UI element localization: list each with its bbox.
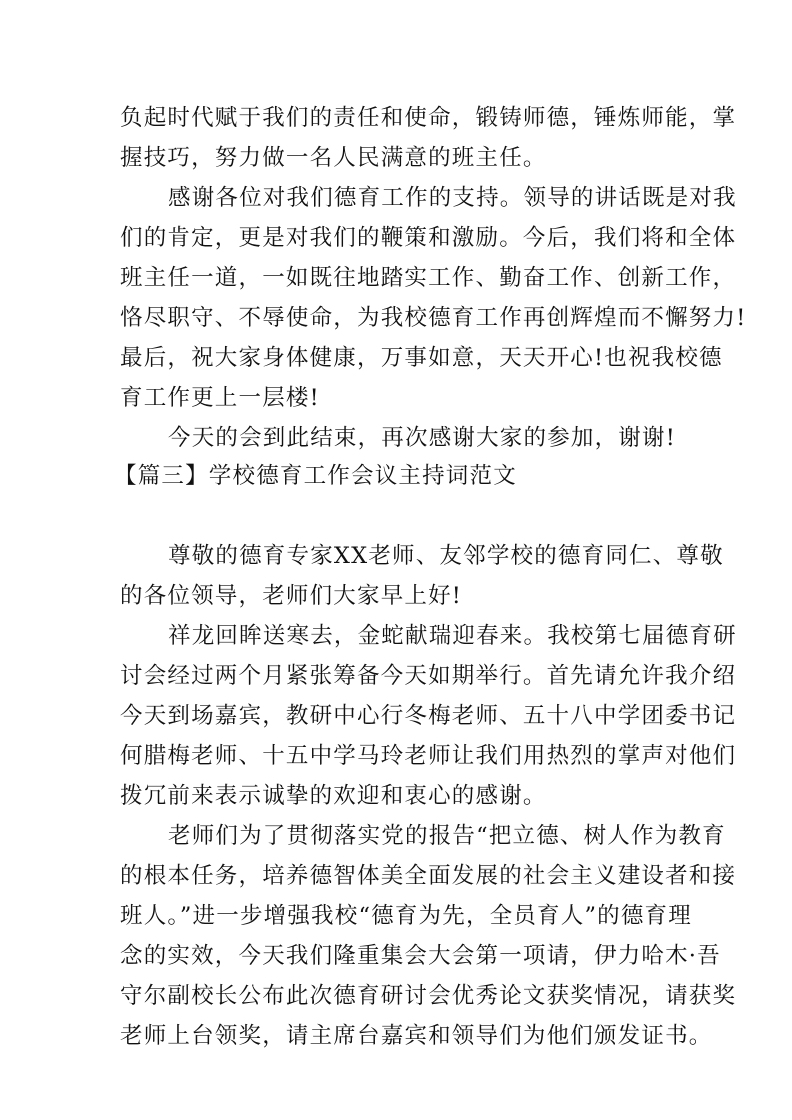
paragraph-line: 们的肯定，更是对我们的鞭策和激励。今后，我们将和全体 bbox=[120, 225, 737, 251]
paragraph-line: 握技巧，努力做一名人民满意的班主任。 bbox=[120, 145, 547, 171]
section-heading: 【篇三】学校德育工作会议主持词范文 bbox=[114, 463, 517, 489]
paragraph-line: 今天的会到此结束，再次感谢大家的参加，谢谢! bbox=[168, 425, 676, 451]
paragraph-line: 班人。”进一步增强我校“德育为先，全员育人”的德育理 bbox=[120, 903, 692, 929]
paragraph-line: 的各位领导，老师们大家早上好! bbox=[120, 583, 463, 609]
paragraph-line: 尊敬的德育专家XX老师、友邻学校的德育同仁、尊敬 bbox=[168, 543, 724, 569]
paragraph-line: 老师们为了贯彻落实党的报告“把立德、树人作为教育 bbox=[168, 823, 726, 849]
paragraph-line: 讨会经过两个月紧张筹备今天如期举行。首先请允许我介绍 bbox=[120, 663, 737, 689]
paragraph-line: 拨冗前来表示诚挚的欢迎和衷心的感谢。 bbox=[120, 783, 547, 809]
paragraph-line: 念的实效，今天我们隆重集会大会第一项请，伊力哈木·吾 bbox=[120, 943, 721, 969]
paragraph-line: 今天到场嘉宾，教研中心行冬梅老师、五十八中学团委书记 bbox=[120, 703, 737, 729]
paragraph-line: 班主任一道，一如既往地踏实工作、勤奋工作、创新工作， bbox=[120, 265, 737, 291]
paragraph-line: 最后，祝大家身体健康，万事如意，天天开心!也祝我校德 bbox=[120, 345, 723, 371]
paragraph-line: 守尔副校长公布此次德育研讨会优秀论文获奖情况，请获奖 bbox=[120, 983, 737, 1009]
paragraph-line: 的根本任务，培养德智体美全面发展的社会主义建设者和接 bbox=[120, 863, 737, 889]
paragraph-line: 育工作更上一层楼! bbox=[120, 385, 320, 411]
paragraph-line: 感谢各位对我们德育工作的支持。领导的讲话既是对我 bbox=[168, 185, 737, 211]
paragraph-line: 负起时代赋于我们的责任和使命，锻铸师德，锤炼师能，掌 bbox=[120, 105, 737, 131]
paragraph-line: 恪尽职守、不辱使命，为我校德育工作再创辉煌而不懈努力! bbox=[120, 305, 747, 331]
paragraph-line: 祥龙回眸送寒去，金蛇献瑞迎春来。我校第七届德育研 bbox=[168, 623, 737, 649]
paragraph-line: 何腊梅老师、十五中学马玲老师让我们用热烈的掌声对他们 bbox=[120, 743, 737, 769]
paragraph-line: 老师上台领奖，请主席台嘉宾和领导们为他们颁发证书。 bbox=[120, 1023, 713, 1049]
